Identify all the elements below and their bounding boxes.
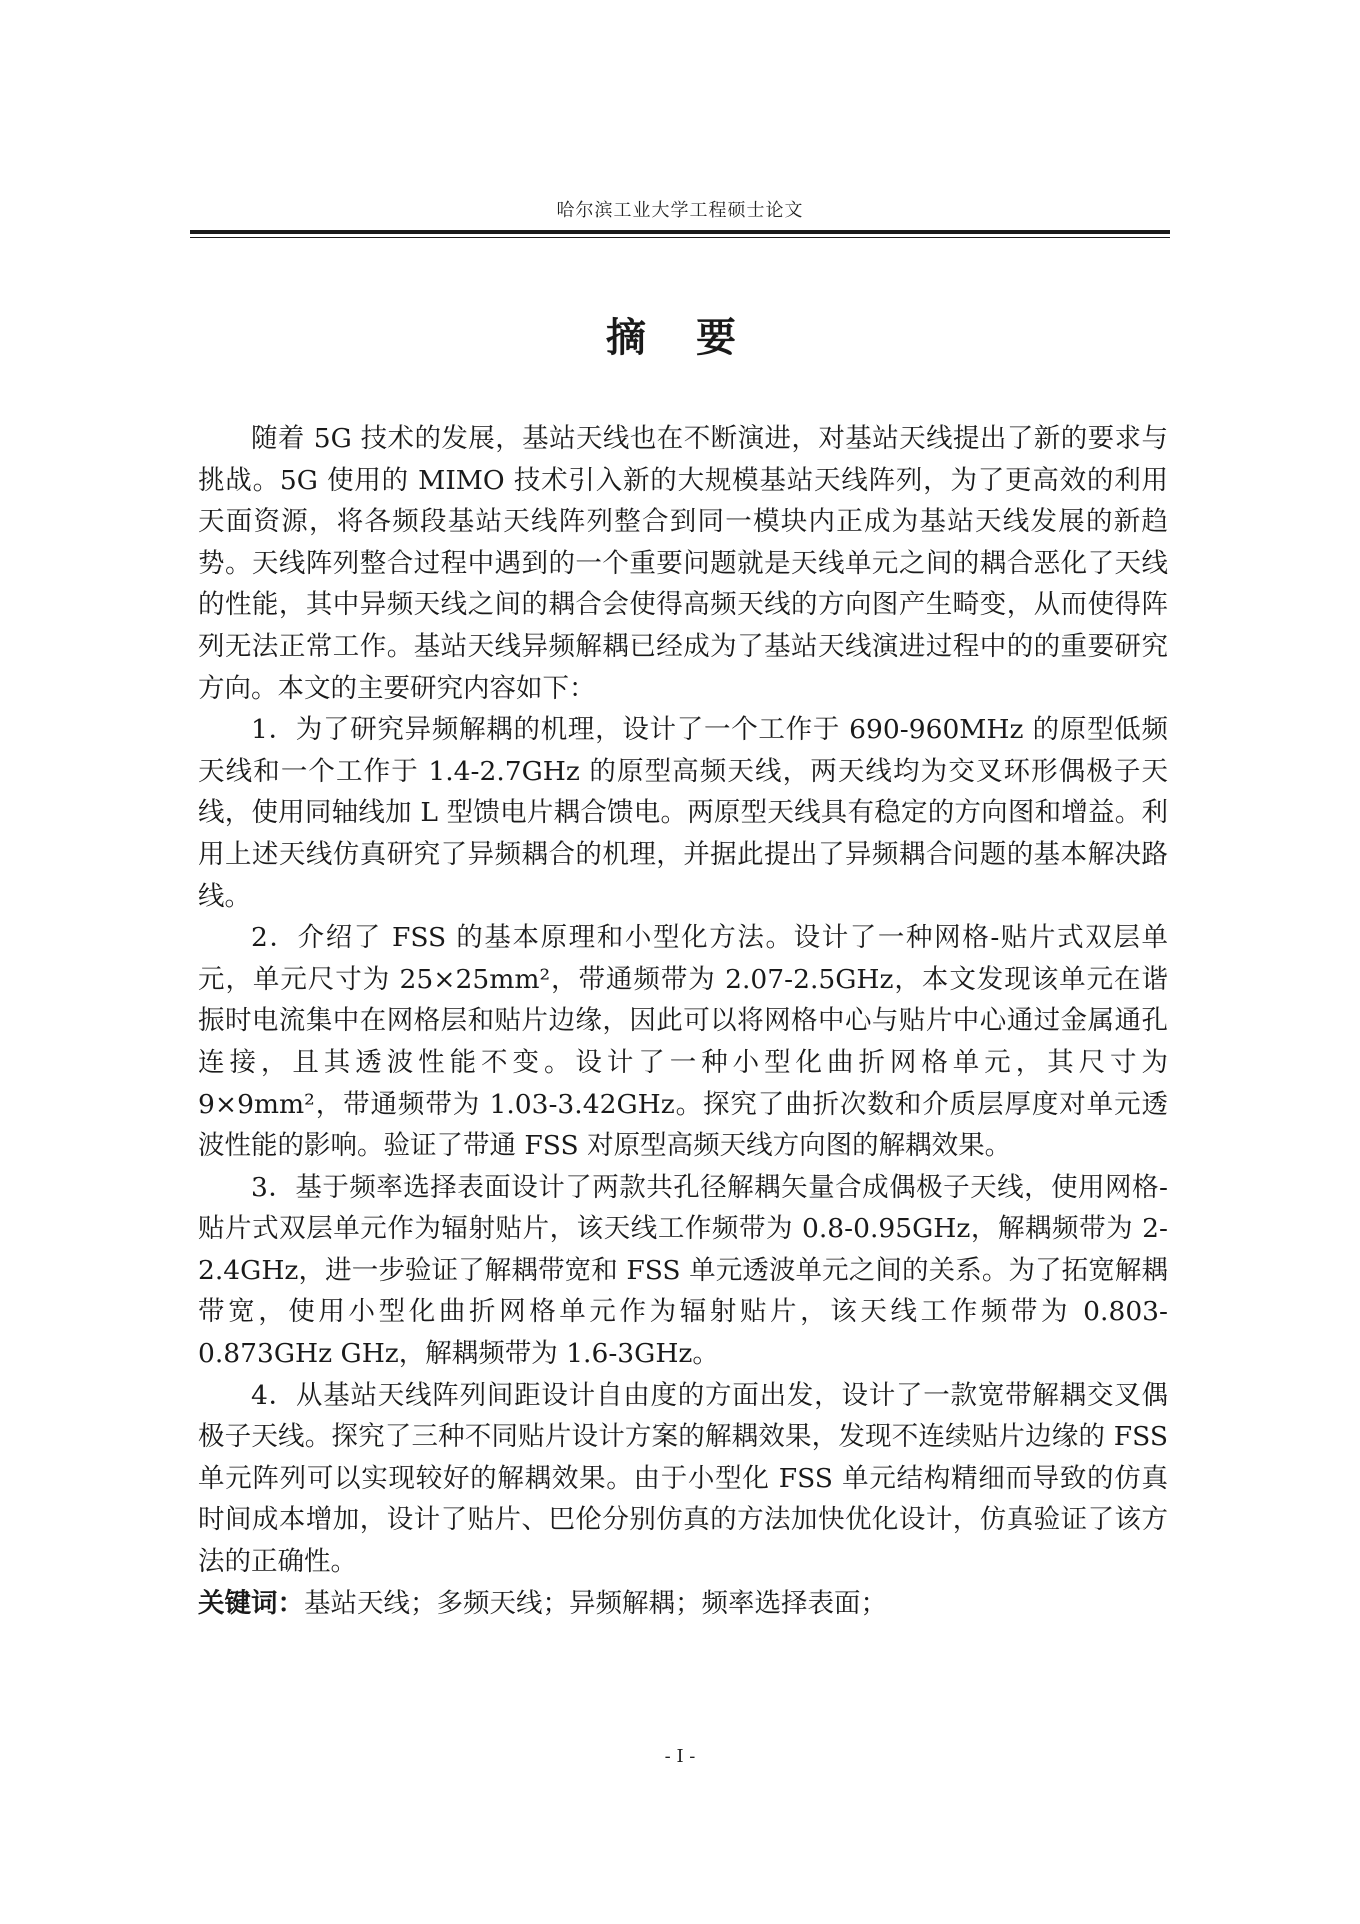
header-rule-thin [190, 237, 1170, 238]
abstract-paragraph-1: 1．为了研究异频解耦的机理，设计了一个工作于 690-960MHz 的原型低频天线和一个工作于 1.4-2.7GHz 的原型高频天线，两天线均为交叉环形偶极子天线，使用同轴线加 L 型馈电片耦合馈电。两原型天线具有稳定的方向图和增益。利用上述天线仿真研究了异频耦合的机理，并据此提出了异频耦合问题的基本解决路线。 [198, 714, 1168, 912]
abstract-paragraph-4: 4．从基站天线阵列间距设计自由度的方面出发，设计了一款宽带解耦交叉偶极子天线。探究了三种不同贴片设计方案的解耦效果，发现不连续贴片边缘的 FSS 单元阵列可以实现较好的解耦效果。由于小型化 FSS 单元结构精细而导致的仿真时间成本增加，设计了贴片、巴伦分别仿真的方法加快优化设计，仿真验证了该方法的正确性。 [198, 1379, 1168, 1578]
keywords-text: 基站天线；多频天线；异频解耦；频率选择表面； [304, 1587, 887, 1619]
page-title: 摘 要 [606, 314, 754, 361]
keywords-line [198, 1583, 1168, 1625]
page-number: - I - [664, 1746, 696, 1767]
abstract-paragraph-2: 2．介绍了 FSS 的基本原理和小型化方法。设计了一种网格-贴片式双层单元，单元尺寸为 25×25mm²，带通频带为 2.07-2.5GHz，本文发现该单元在谐振时电流集中在网格层和贴片边缘，因此可以将网格中心与贴片中心通过金属通孔连接，且其透波性能不变。设计了一种小型化曲折网格单元，其尺寸为 9×9mm²，带通频带为 1.03-3.42GHz。探究了曲折次数和介质层厚度对单元透波性能的影响。验证了带通 FSS 对原型高频天线方向图的解耦效果。 [198, 922, 1168, 1162]
running-header: 哈尔滨工业大学工程硕士论文 [556, 200, 804, 221]
keywords-label: 关键词： [198, 1587, 304, 1619]
abstract-paragraph-intro: 随着 5G 技术的发展，基站天线也在不断演进，对基站天线提出了新的要求与挑战。5G 使用的 MIMO 技术引入新的大规模基站天线阵列，为了更高效的利用天面资源，将各频段基站天线阵列整合到同一模块内正成为基站天线发展的新趋势。天线阵列整合过程中遇到的一个重要问题就是天线单元之间的耦合恶化了天线的性能，其中异频天线之间的耦合会使得高频天线的方向图产生畸变，从而使得阵列无法正常工作。基站天线异频解耦已经成为了基站天线演进过程中的的重要研究方向。本文的主要研究内容如下： [198, 423, 1168, 704]
abstract-body [198, 418, 1168, 1624]
abstract-paragraph-3: 3．基于频率选择表面设计了两款共孔径解耦矢量合成偶极子天线，使用网格-贴片式双层单元作为辐射贴片，该天线工作频带为 0.8-0.95GHz，解耦频带为 2-2.4GHz，进一步验证了解耦带宽和 FSS 单元透波单元之间的关系。为了拓宽解耦带宽，使用小型化曲折网格单元作为辐射贴片，该天线工作频带为 0.803-0.873GHz GHz，解耦频带为 1.6-3GHz。 [198, 1171, 1168, 1370]
header-rule [190, 230, 1170, 234]
